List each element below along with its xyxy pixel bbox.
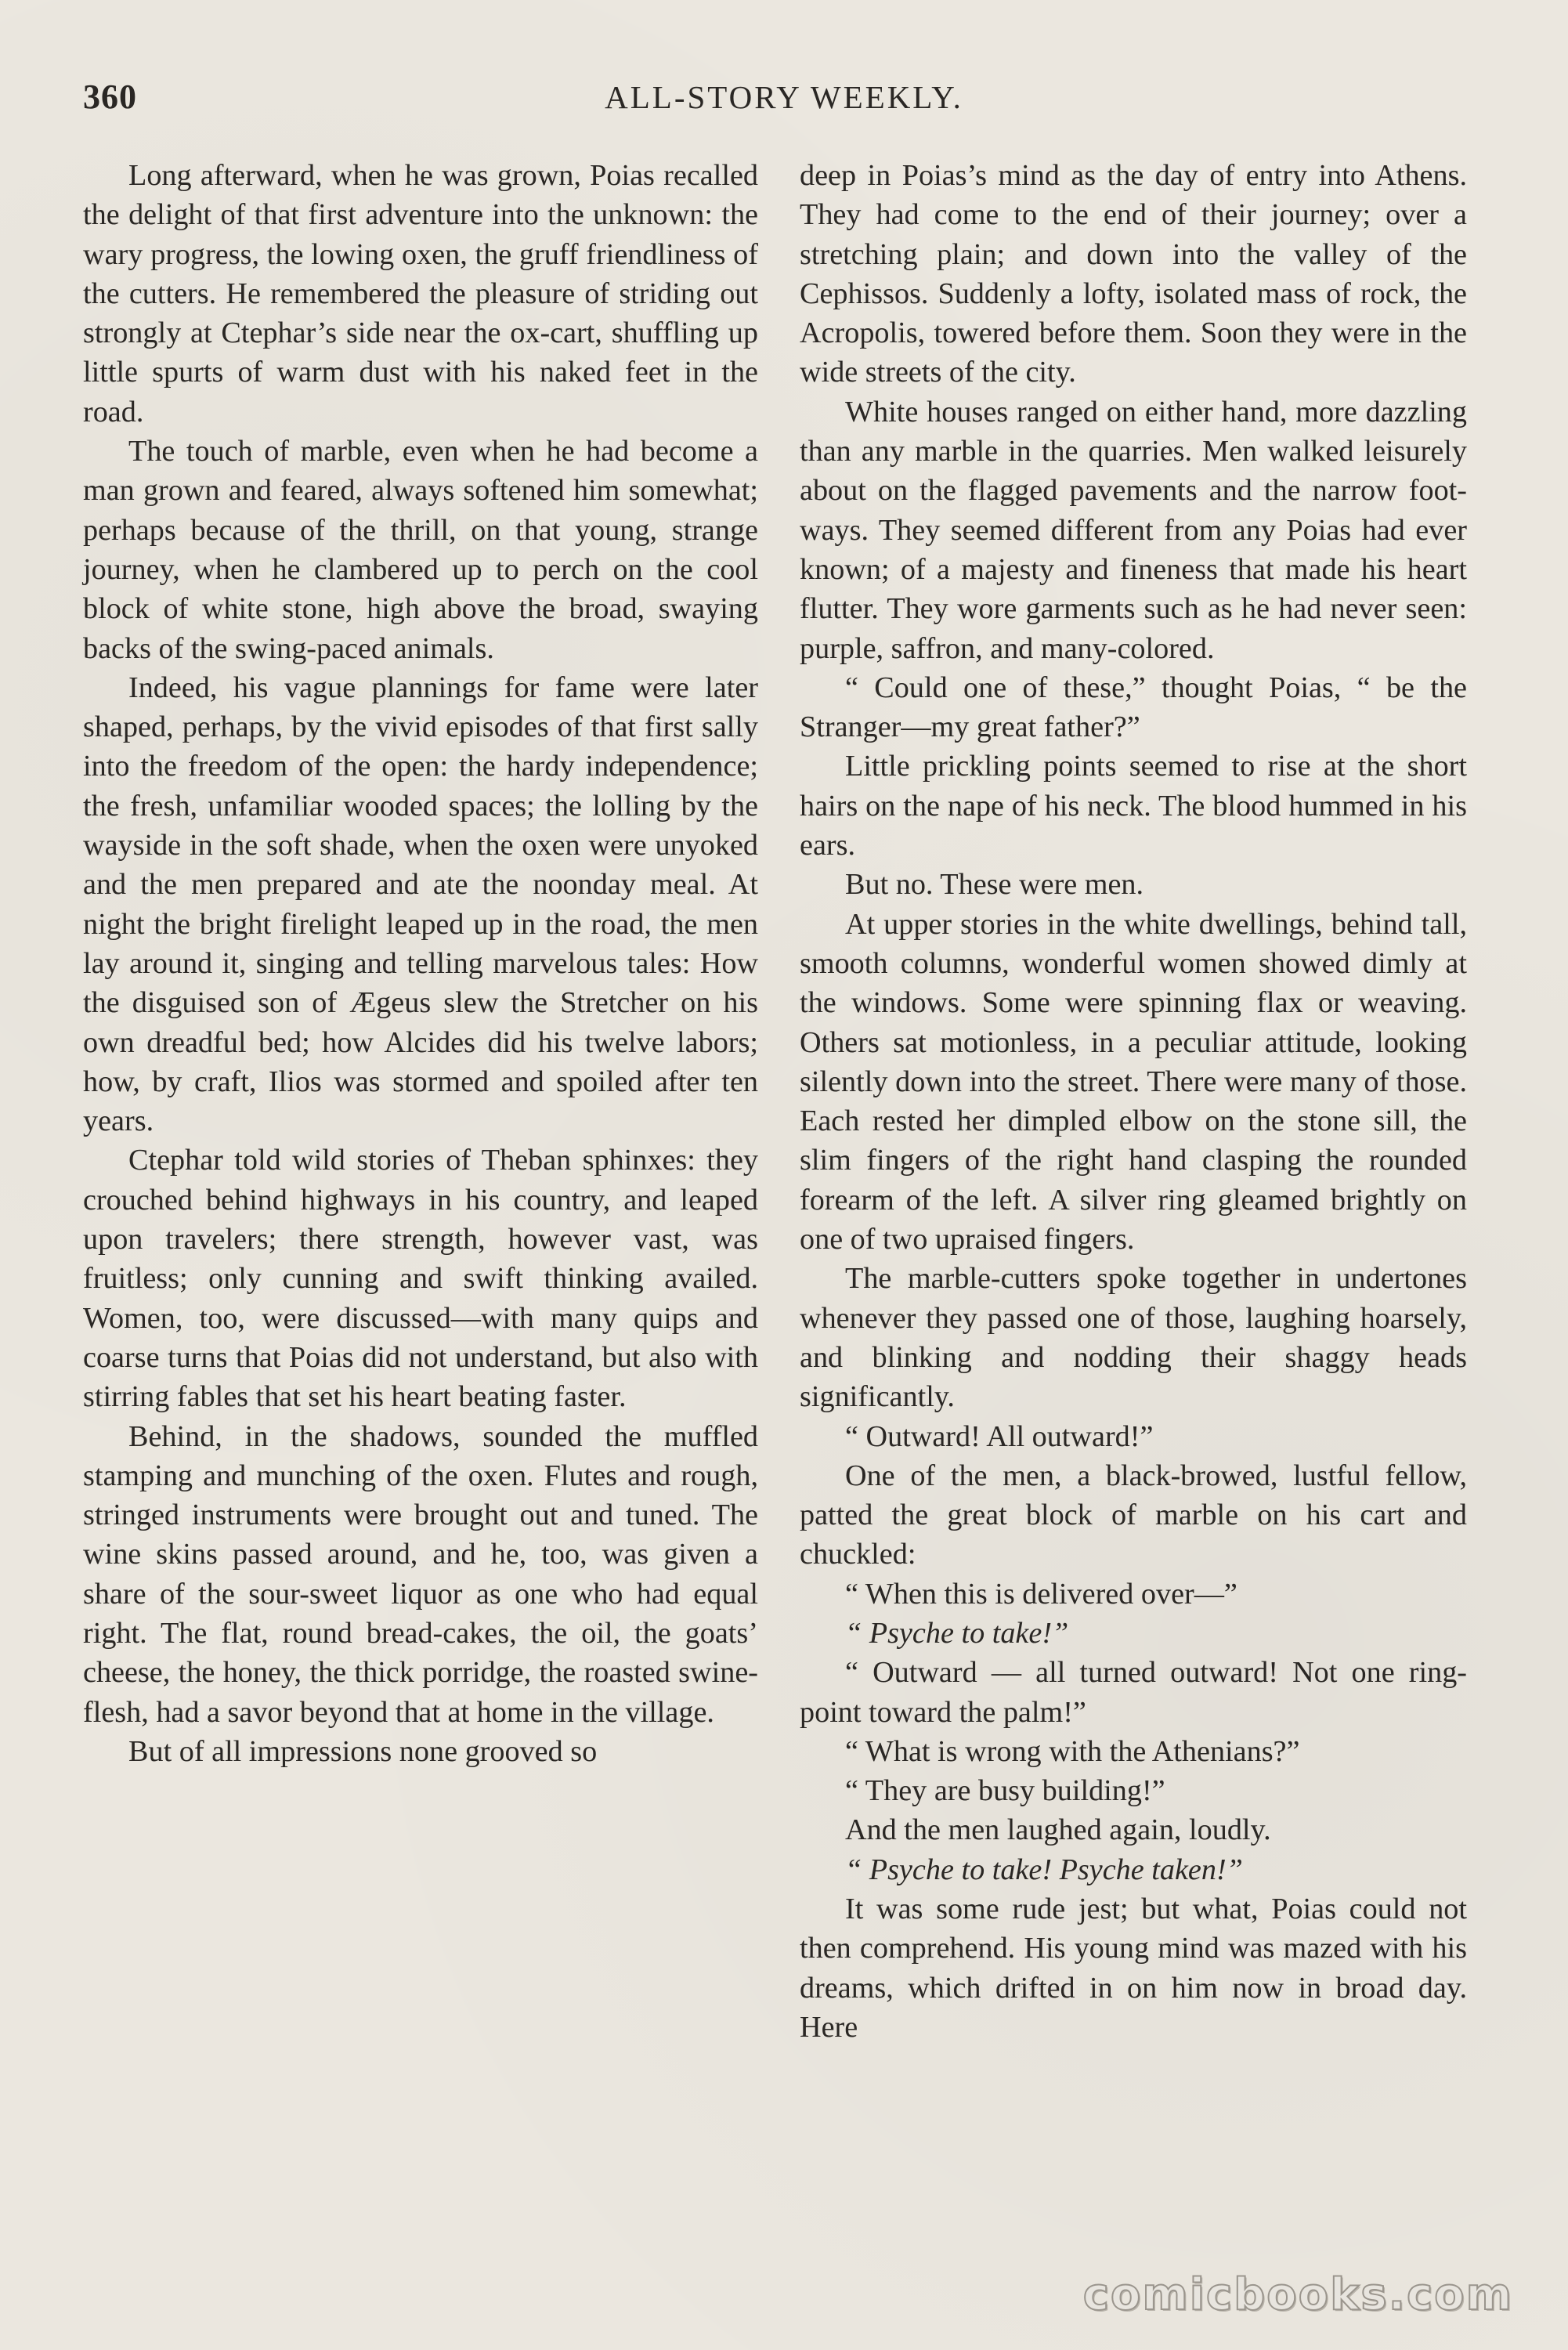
- right-paragraph-10: “ Outward — all turned outward! Not one ring-point toward the palm!”: [800, 1656, 1467, 1729]
- right-paragraph-3: Little prickling points seemed to rise at the short hairs on the nape of his neck. The blood hummed in his ears.: [800, 750, 1467, 862]
- left-paragraph-1: Long afterward, when he was grown, Poias recalled the delight of that first adventure into the unknown: the wary progress, the lowing oxen, the gruff friendliness of the cutters. He remembered the pleasure of striding out strongly at Ctephar’s side near the ox-cart, shuffling up little spurts of warm dust with his naked feet in the road.: [83, 159, 758, 428]
- watermark: comicbooks.com: [1082, 2269, 1513, 2320]
- left-paragraph-4: Ctephar told wild stories of Theban sphinxes: they crouched behind highways in his country, and leaped upon travelers; there strength, however vast, was fruitless; only cunning and swift thinking availed. Women, too, were discussed—with many quips and coarse turns that Poias did not understand, but also with stirring fables that set his heart beating faster.: [83, 1144, 758, 1414]
- left-paragraph-5: Behind, in the shadows, sounded the muffled stamping and munching of the oxen. Flutes and rough, stringed instruments were brought out and tuned. The wine skins passed around, and he, too, was given a share of the sour-sweet liquor as one who had equal right. The flat, round bread-cakes, the oil, the goats’ cheese, the honey, the thick porridge, the roasted swine-flesh, had a savor beyond that at home in the village.: [83, 1419, 758, 1729]
- right-paragraph-7: “ Outward! All outward!”: [845, 1419, 1154, 1453]
- running-head: ALL-STORY WEEKLY.: [605, 79, 963, 115]
- right-italic-line-1: “ Psyche to take!”: [845, 1616, 1069, 1650]
- right-paragraph-9: “ When this is delivered over—”: [845, 1577, 1237, 1611]
- right-italic-line-2: “ Psyche to take! Psyche taken!”: [845, 1853, 1243, 1886]
- left-paragraph-3: Indeed, his vague plannings for fame were later shaped, perhaps, by the vivid episodes of that first sally into the freedom of the open: the hardy independence; the fresh, unfamiliar wooded spaces; the lolling by the wayside in the soft shade, when the oxen were unyoked and the men prepared and ate the noonday meal. At night the bright firelight leaped up in the road, the men lay around it, singing and telling marvelous tales: How the disguised son of Ægeus slew the Stretcher on his own dreadful bed; how Alcides did his twelve labors; how, by craft, Ilios was stormed and spoiled after ten years.: [83, 671, 758, 1138]
- right-paragraph-11: “ What is wrong with the Athenians?”: [845, 1734, 1300, 1768]
- right-paragraph-13: And the men laughed again, loudly.: [845, 1813, 1271, 1847]
- left-column: [83, 156, 758, 1771]
- right-final-paragraph: It was some rude jest; but what, Poias could not then comprehend. His young mind was mazed with his dreams, which drifted in on him now in broad day. Here: [800, 1893, 1467, 2044]
- right-paragraph-2: “ Could one of these,” thought Poias, “ be the Stranger—my great father?”: [800, 671, 1467, 744]
- right-paragraph-4: But no. These were men.: [845, 868, 1144, 902]
- right-continuation-paragraph: deep in Poias’s mind as the day of entry into Athens. They had come to the end of their journey; over a stretching plain; and down into the valley of the Cephissos. Suddenly a lofty, isolated mass of rock, the Acropolis, towered before them. Soon they were in the wide streets of the city.: [800, 159, 1467, 389]
- right-paragraph-6: The marble-cutters spoke together in undertones whenever they passed one of those, laughing hoarsely, and blinking and nodding their shaggy heads significantly.: [800, 1262, 1467, 1414]
- page-number: 360: [83, 78, 137, 116]
- right-column: [800, 156, 1467, 2047]
- left-paragraph-2: The touch of marble, even when he had become a man grown and feared, always softened him somewhat; perhaps because of the thrill, on that young, strange journey, when he clambered up to perch on the cool block of white stone, high above the broad, swaying backs of the swing-paced animals.: [83, 435, 758, 665]
- right-paragraph-12: “ They are busy building!”: [845, 1774, 1165, 1808]
- right-paragraph-8: One of the men, a black-browed, lustful fellow, patted the great block of marble on his cart and chuckled:: [800, 1459, 1467, 1571]
- right-paragraph-1: White houses ranged on either hand, more dazzling than any marble in the quarries. Men walked leisurely about on the flagged pavements and the narrow footways. They seemed different from any Poias had ever known; of a majesty and fineness that made his heart flutter. They wore garments such as he had never seen: purple, saffron, and many-colored.: [800, 395, 1467, 665]
- right-paragraph-5: At upper stories in the white dwellings, behind tall, smooth columns, wonderful women showed dimly at the windows. Some were spinning flax or weaving. Others sat motionless, in a peculiar attitude, looking silently down into the street. There were many of those. Each rested her dimpled elbow on the stone sill, the slim fingers of the right hand clasping the rounded forearm of the left. A silver ring gleamed brightly on one of two upraised fingers.: [800, 907, 1467, 1256]
- left-paragraph-6: But of all impressions none grooved so: [128, 1734, 598, 1768]
